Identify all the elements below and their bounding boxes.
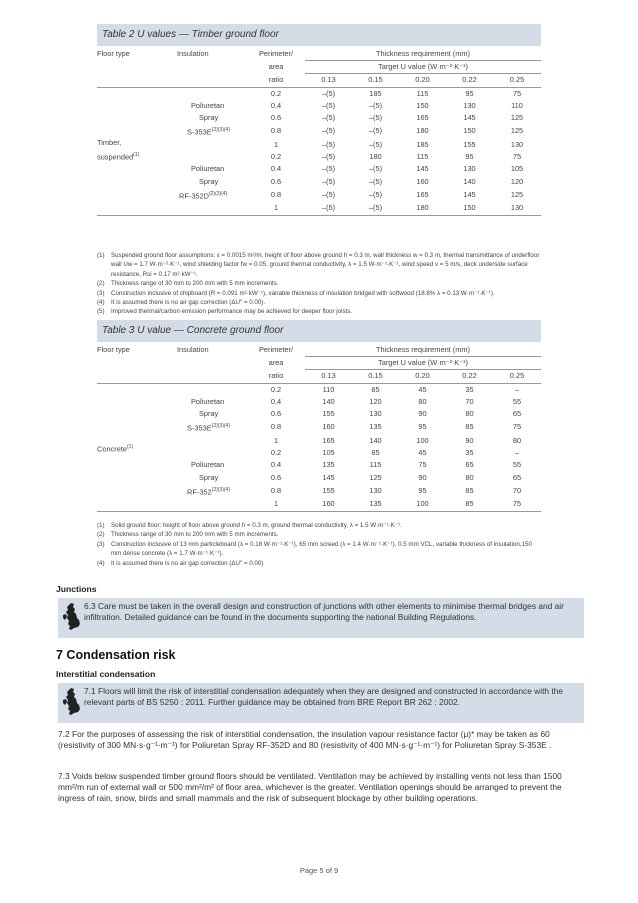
table3-thickness-cell: 95: [418, 422, 427, 432]
floor-sup: (1): [133, 152, 140, 159]
insulation-sup: (2)(3)(4): [208, 190, 228, 197]
table2-thickness-cell: 160: [416, 176, 429, 186]
table2-thickness-cell: 95: [465, 152, 474, 162]
table3-thickness-cell: 140: [322, 396, 335, 406]
table3-thickness-cell: 160: [322, 422, 335, 432]
table2-thickness-cell: 180: [369, 152, 382, 162]
junctions-text: 6.3 Care must be taken in the overall design and construction of junctions with other elements to minimise thermal bridges and air infiltration. Detailed guidance can be found in the documents supporting the national Building Regulations.: [84, 601, 564, 623]
table-row: [97, 408, 541, 420]
table2-ratio-cell: 0.4: [270, 100, 282, 110]
table2-insulation-cell: Spray: [199, 176, 219, 186]
t2-h-thickness: Thickness requirement (mm): [305, 48, 541, 61]
table-row: [97, 87, 541, 100]
table3-thickness-cell: 105: [322, 448, 335, 458]
t3-ucol: 0.13: [305, 370, 352, 383]
t2-ucol: 0.25: [493, 74, 541, 87]
t3-h-thickness: Thickness requirement (mm): [305, 344, 541, 357]
table2-thickness-cell: –(5): [321, 88, 336, 98]
t2-h-perimeter: Perimeter/: [258, 49, 294, 58]
table3-thickness-cell: 80: [465, 472, 474, 482]
table2-thickness-cell: 185: [369, 88, 382, 98]
table3-thickness-cell: 125: [369, 472, 382, 482]
t3-h-insulation: Insulation: [177, 345, 209, 354]
condensation-box: [58, 683, 584, 723]
table2-thickness-cell: 145: [463, 113, 476, 123]
insulation-product: S-353E: [187, 423, 212, 433]
floor-label: Concrete: [97, 444, 127, 454]
table3-thickness-cell: 130: [369, 409, 382, 419]
table3-insulation-cell: Poliuretan: [191, 396, 225, 406]
insulation-product: RF-352D: [179, 191, 209, 201]
table3-thickness-cell: 120: [369, 396, 382, 406]
table2-thickness-cell: 145: [463, 189, 476, 199]
table2-thickness-cell: –(5): [368, 113, 383, 123]
table3-thickness-cell: 165: [322, 435, 335, 445]
table3-insulation-cell: [177, 484, 247, 499]
table3-insulation-cell: [177, 420, 247, 435]
t2-ucol: 0.13: [305, 74, 352, 87]
table3-ratio-cell: 0.2: [270, 448, 282, 458]
table3-ratio-cell: 1: [247, 498, 305, 511]
t3-h-area: area: [268, 357, 284, 367]
table2-insulation-cell: Poliuretan: [191, 164, 225, 174]
note-item: [97, 279, 541, 288]
t3-ucol: 0.20: [399, 370, 446, 383]
table2-thickness-cell: 125: [510, 126, 524, 136]
table3-insulation-cell: [177, 498, 247, 511]
table2-ratio-cell: 1: [247, 202, 305, 215]
table2-thickness-cell: –(5): [321, 100, 336, 110]
table2-thickness-cell: 140: [463, 176, 476, 186]
table3-ratio-cell: 1: [273, 435, 279, 445]
table2-insulation-cell: Poliuretan: [191, 100, 225, 110]
t2-h-area: area: [268, 61, 284, 71]
table3-ratio-cell: 0.8: [270, 485, 282, 495]
table2-ratio-cell: 0.4: [270, 164, 282, 174]
table2-thickness-cell: 110: [511, 100, 523, 110]
table-row: [97, 112, 541, 124]
table2-thickness-cell: 130: [463, 164, 476, 174]
table3-thickness-cell: –: [514, 384, 520, 394]
table-row: [97, 188, 541, 203]
table2-thickness-cell: –(5): [368, 164, 383, 174]
t2-ucol: 0.15: [352, 74, 399, 87]
table2-thickness-cell: 155: [463, 139, 476, 149]
table2-thickness-cell: 165: [416, 189, 429, 199]
table3-thickness-cell: 55: [512, 396, 522, 406]
table3-thickness-cell: 115: [369, 460, 382, 470]
note-item: [97, 540, 541, 559]
note-key: (5): [97, 308, 105, 316]
table3-thickness-cell: 135: [369, 422, 382, 432]
table3-thickness-cell: –: [514, 448, 520, 458]
note-text: Solid ground floor: height of floor above ground h = 0.3 m, ground thermal conductivity, λ = 1.5 W·m⁻¹·K⁻¹.: [111, 522, 402, 529]
table3-thickness-cell: 35: [465, 448, 474, 458]
table2-floor-type: [97, 138, 177, 163]
table2-thickness-cell: 95: [465, 88, 474, 98]
note-text: Thickness range of 30 mm to 200 mm with 5 mm increments.: [111, 280, 279, 288]
table2-thickness-cell: 145: [416, 164, 429, 174]
table3-insulation-cell: Spray: [199, 472, 219, 482]
table2-thickness-cell: –(5): [321, 176, 336, 186]
table2-ratio-cell: 0.2: [270, 152, 282, 162]
table2-thickness-cell: –(5): [305, 202, 352, 215]
table2-insulation-cell: [177, 139, 247, 151]
note-text: Thickness range of 30 mm to 200 mm with 5 mm increments.: [111, 531, 279, 539]
t2-h-floor-type: Floor type: [97, 49, 130, 58]
table2-thickness-cell: 120: [510, 176, 524, 186]
table3-thickness-cell: 85: [465, 485, 474, 495]
table3-thickness-cell: 80: [512, 435, 522, 445]
table-row: [97, 435, 541, 447]
t3-h-target: Target U value (W·m⁻² K⁻¹): [378, 358, 468, 368]
table3-thickness-cell: 75: [493, 498, 541, 511]
table3-thickness-cell: 65: [512, 472, 522, 482]
note-text: It is assumed there is no air gap correction (ΔU″ = 0.00).: [111, 299, 266, 307]
note-key: (3): [97, 289, 105, 297]
table3-thickness-cell: 95: [418, 485, 427, 495]
table2-thickness-cell: 130: [463, 100, 476, 110]
note-key: (2): [97, 280, 105, 288]
note-text: Improved thermal/carbon emission performance may be achieved for deeper floor joists.: [111, 308, 353, 316]
table2-thickness-cell: 75: [512, 88, 522, 98]
table2-ratio-cell: 0.8: [270, 189, 282, 199]
table-row: [97, 100, 541, 112]
table3-thickness-cell: 75: [418, 460, 427, 470]
insulation-sup: (2)(3)(4): [211, 486, 230, 493]
note-text: It is assumed there is no air gap correction (ΔU″ = 0.00): [111, 559, 264, 567]
table-row: [97, 484, 541, 499]
t3-h-perimeter: Perimeter/: [258, 345, 294, 354]
table3-thickness-cell: 45: [418, 448, 427, 458]
note-item: [97, 289, 541, 298]
table2-thickness-cell: 130: [510, 139, 524, 149]
t2-h-ratio: ratio: [247, 74, 305, 87]
table-row: [97, 383, 541, 396]
table-row: [97, 447, 541, 459]
table2-thickness-cell: 165: [416, 113, 429, 123]
table2-thickness-cell: –(5): [321, 152, 336, 162]
section7-subheading: Interstitial condensation: [56, 669, 156, 679]
table2-thickness-cell: –(5): [352, 202, 399, 215]
table3-thickness-cell: 90: [418, 472, 427, 482]
table3-thickness-cell: 85: [371, 448, 380, 458]
table2-ratio-cell: 1: [273, 139, 279, 149]
insulation-sup: (2)(3)(4): [211, 423, 230, 430]
table2-insulation-cell: Spray: [199, 113, 219, 123]
table2-thickness-cell: 180: [399, 202, 446, 215]
table2-thickness-cell: –(5): [368, 176, 383, 186]
table3-thickness-cell: 155: [322, 409, 335, 419]
table-row: [97, 124, 541, 139]
note-text: Construction inclusive of 13 mm particleboard (λ = 0.18 W·m⁻¹·K⁻¹), 65 mm screed (λ = 1.4 W·m⁻¹·K⁻¹), 0.5 mm VCL, variable thickness of insulation,150 mm dense concrete (λ = 1.7 W·m⁻¹·K⁻¹).: [111, 540, 532, 558]
note-item: [97, 559, 541, 568]
table3-insulation-cell: [177, 435, 247, 447]
uk-map-icon: [62, 687, 82, 717]
table3-thickness-cell: 100: [399, 498, 446, 511]
table2-insulation-cell: [177, 87, 247, 100]
table-row: [97, 163, 541, 175]
table2-thickness-cell: 130: [493, 202, 541, 215]
table3-insulation-cell: [177, 383, 247, 396]
table2-thickness-cell: 75: [512, 152, 522, 162]
table3-insulation-cell: [177, 447, 247, 459]
table2-thickness-cell: –(5): [321, 113, 336, 123]
table2-ratio-cell: 0.6: [270, 113, 282, 123]
table3-floor-type: [97, 444, 177, 459]
table2-ratio-cell: 0.8: [270, 126, 282, 136]
note-key: (4): [97, 299, 105, 307]
table2-ratio-cell: 0.6: [270, 176, 282, 186]
table2-thickness-cell: 185: [416, 139, 429, 149]
table2-thickness-cell: –(5): [368, 189, 383, 199]
table2-title: Table 2 U values — Timber ground floor: [97, 24, 541, 46]
table3-ratio-cell: 0.8: [270, 422, 282, 432]
table3-thickness-cell: 140: [369, 435, 382, 445]
section7-heading: 7 Condensation risk: [56, 648, 176, 662]
condensation-box-text: 7.1 Floors will limit the risk of interstitial condensation adequately when they are designed and constructed in accordance with the relevant parts of BS 5250 : 2011. Further guidance may be obtained from BRE Report BR 262 : 2002.: [84, 686, 564, 708]
table3-ratio-cell: 0.6: [270, 472, 282, 482]
table3-notes: [97, 521, 541, 568]
t2-ucol: 0.20: [399, 74, 446, 87]
note-key: (1): [97, 252, 105, 259]
page-footer: Page 5 of 9: [299, 866, 339, 875]
table3-insulation-cell: Poliuretan: [191, 460, 225, 470]
table2-thickness-cell: 115: [416, 88, 429, 98]
table-row: [97, 396, 541, 408]
floor-label-2: suspended: [97, 152, 134, 162]
table3-thickness-cell: 90: [465, 435, 474, 445]
table2-thickness-cell: 150: [446, 202, 493, 215]
table3-thickness-cell: 90: [418, 409, 427, 419]
table3: [97, 344, 541, 512]
table2-insulation-cell: [177, 202, 247, 215]
table3-thickness-cell: 70: [465, 396, 474, 406]
table3-thickness-cell: 65: [465, 460, 474, 470]
table-row: [97, 151, 541, 163]
table3-ratio-cell: 0.4: [270, 460, 282, 470]
note-key: (4): [97, 559, 105, 567]
floor-sup: (1): [127, 444, 134, 451]
uk-map-icon: [62, 602, 82, 632]
table2-thickness-cell: –(5): [321, 139, 336, 149]
table2-insulation-cell: [177, 188, 247, 203]
table3-thickness-cell: 70: [512, 485, 522, 495]
table2-insulation-cell: [177, 124, 247, 139]
table3-thickness-cell: 145: [322, 472, 335, 482]
insulation-product: S-353E: [187, 127, 212, 137]
table-row: [97, 176, 541, 188]
table-row: [97, 139, 541, 151]
table2-insulation-cell: [177, 151, 247, 163]
table2-thickness-cell: 125: [510, 189, 524, 199]
table-row: [97, 420, 541, 435]
table3-thickness-cell: 55: [512, 460, 522, 470]
table3-ratio-cell: 0.4: [270, 396, 282, 406]
note-key: (3): [97, 540, 105, 548]
table3-title: Table 3 U value — Concrete ground floor: [97, 320, 541, 342]
note-item: [97, 521, 541, 530]
table3-thickness-cell: 85: [371, 384, 380, 394]
table3-insulation-cell: Spray: [199, 409, 219, 419]
table3-thickness-cell: 85: [446, 498, 493, 511]
table3-thickness-cell: 80: [465, 409, 474, 419]
note-text: Construction inclusive of chipboard (R = 0.091 m²·kW⁻¹), variable thickness of insulation bridged with softwood (18.8% λ = 0.13 W·m⁻¹·K⁻¹).: [111, 289, 495, 297]
t3-h-floor-type: Floor type: [97, 345, 130, 354]
table3-ratio-cell: 0.2: [270, 384, 282, 394]
table2-thickness-cell: –(5): [321, 126, 336, 136]
table2-thickness-cell: –(5): [368, 100, 383, 110]
paragraph-7-3: 7.3 Voids below suspended timber ground floors should be ventilated. Ventilation may be achieved by installing vents not less than 1500 mm²/m run of external wall or 500 mm²/m² of floor area, whichever is the greater. Ventilation openings should be arranged to prevent the ingress of rain, snow, birds and small mammals and the risk of subsequent blockage by other building operations.: [58, 771, 562, 804]
t3-ucol: 0.25: [493, 370, 541, 383]
table2-thickness-cell: 125: [510, 113, 524, 123]
table3-thickness-cell: 75: [512, 422, 522, 432]
table2-thickness-cell: 150: [416, 100, 429, 110]
note-item: [97, 251, 541, 279]
note-key: (1): [97, 522, 105, 529]
t2-h-insulation: Insulation: [177, 49, 209, 58]
t3-h-ratio: ratio: [247, 370, 305, 383]
table3-thickness-cell: 135: [322, 460, 335, 470]
table2-ratio-cell: 0.2: [270, 88, 282, 98]
table-row: [97, 459, 541, 471]
t3-ucol: 0.15: [352, 370, 399, 383]
table-row: [97, 202, 541, 215]
t3-ucol: 0.22: [446, 370, 493, 383]
table2-thickness-cell: 105: [510, 164, 524, 174]
table2-thickness-cell: 115: [416, 152, 429, 162]
table3-thickness-cell: 135: [352, 498, 399, 511]
t2-h-target: Target U value (W·m⁻² K⁻¹): [378, 62, 468, 72]
table2-thickness-cell: –(5): [368, 126, 383, 136]
insulation-sup: (2)(3)(4): [211, 127, 230, 134]
table2-thickness-cell: 180: [416, 126, 429, 136]
table3-thickness-cell: 130: [369, 485, 382, 495]
table2: [97, 48, 541, 216]
floor-label: Timber,: [97, 138, 122, 148]
table3-thickness-cell: 100: [416, 435, 429, 445]
note-text: Suspended ground floor assumptions: ε = 0.0015 m²/m, height of floor above ground h = 0.3 m, wall thickness w = 0.3 m, thermal transmittance of underfloor wall Uw = 1.7 W·m⁻²·K⁻¹, wind shielding factor fw = 0.05, ground thermal conductivity, λ = 1.5 W·m⁻¹·K⁻¹, wind speed v = 5 m/s, deck underside surface resistance, Rsi = 0.17 m²·kW⁻¹.: [111, 252, 540, 278]
insulation-product: RF-352: [187, 487, 212, 497]
table3-thickness-cell: 80: [418, 396, 427, 406]
note-item: [97, 298, 541, 307]
table2-thickness-cell: –(5): [368, 139, 383, 149]
junctions-heading: Junctions: [56, 584, 97, 594]
table2-notes: [97, 251, 541, 317]
t2-ucol: 0.22: [446, 74, 493, 87]
junctions-box: [58, 598, 584, 638]
table3-thickness-cell: 35: [465, 384, 474, 394]
table3-ratio-cell: 0.6: [270, 409, 282, 419]
table-row: [97, 498, 541, 511]
table2-thickness-cell: –(5): [321, 164, 336, 174]
table3-thickness-cell: 65: [512, 409, 522, 419]
table3-thickness-cell: 155: [322, 485, 335, 495]
table3-thickness-cell: 160: [305, 498, 352, 511]
table2-thickness-cell: 150: [463, 126, 476, 136]
note-item: [97, 307, 541, 316]
table2-thickness-cell: –(5): [321, 189, 336, 199]
note-key: (2): [97, 531, 105, 539]
paragraph-7-2: 7.2 For the purposes of assessing the risk of interstitial condensation, the insulation vapour resistance factor (μ)* may be taken as 60 (resistivity of 300 MN·s·g⁻¹·m⁻¹) for Poliuretan Spray RF-352D and 80 (resistivity of 400 MN·s·g⁻¹·m⁻¹) for Poliuretan Spray S-353E .: [58, 729, 552, 751]
note-item: [97, 530, 541, 539]
table-row: [97, 472, 541, 484]
table3-thickness-cell: 85: [465, 422, 474, 432]
table3-thickness-cell: 45: [418, 384, 427, 394]
table3-thickness-cell: 110: [322, 384, 335, 394]
